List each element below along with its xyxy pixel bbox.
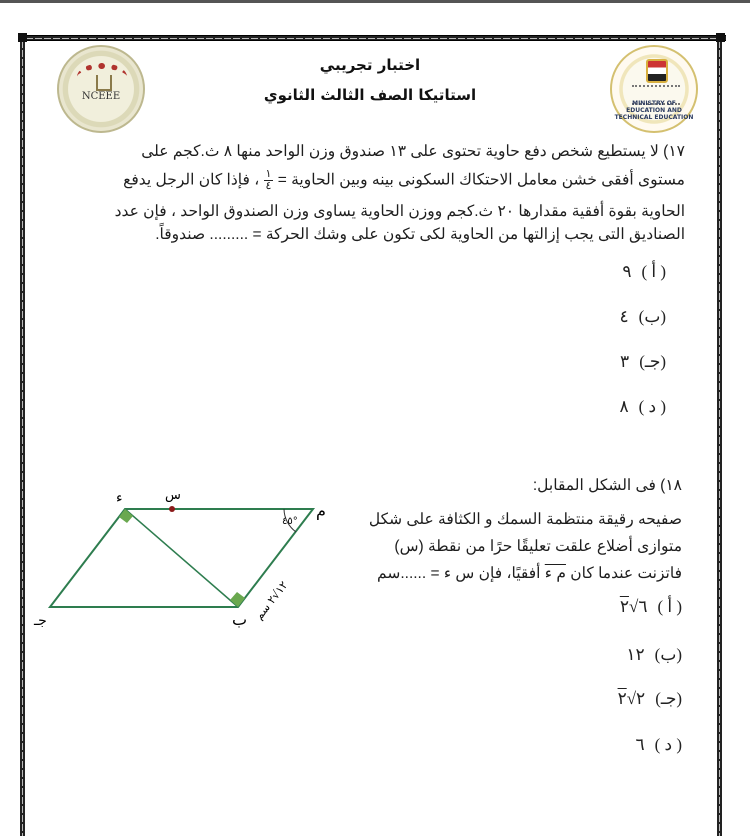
- page-border-left: [20, 35, 25, 836]
- option-value: ٦: [635, 735, 645, 754]
- q17-line-4: الصناديق التى يجب إزالتها من الحاوية لكى تكون على وشك الحركة = ......... صندوقاً.: [155, 226, 685, 243]
- q17-option-b[interactable]: [620, 307, 666, 327]
- q17-option-c[interactable]: [620, 352, 666, 372]
- q18-line-3-end: أفقيًا، فإن س ء = ......سم: [377, 565, 541, 582]
- border-corner: [716, 33, 725, 42]
- option-value: ٣: [620, 352, 630, 371]
- segment-md: م ء: [544, 565, 566, 582]
- q18-line-2: متوازى أضلاع علقت تعليقًا حرًا من نقطة (س): [394, 538, 682, 555]
- angle-label: ٤٥°: [282, 516, 298, 527]
- option-letter: ( أ ): [657, 597, 682, 616]
- option-value: ١٢: [626, 645, 645, 664]
- option-radicand: ٢: [619, 597, 629, 616]
- option-letter: (ب): [638, 307, 666, 326]
- option-letter: (جـ): [639, 352, 666, 371]
- exam-subtitle: استاتيكا الصف الثالث الثانوي: [263, 86, 477, 104]
- vertex-label-m: م: [316, 501, 326, 520]
- fraction-denominator: ٤: [265, 180, 272, 192]
- q17-line-2-end: ، فإذا كان الرجل يدفع: [123, 171, 260, 189]
- q18-line-1: صفيحه رقيقة منتظمة السمك و الكثافة على شكل: [368, 511, 682, 528]
- q18-option-b[interactable]: [626, 645, 682, 665]
- border-corner: [18, 33, 27, 42]
- nceee-logo-text: NCEEE: [81, 91, 121, 102]
- page-border-right: [717, 35, 722, 836]
- point-label-s: س: [165, 488, 181, 503]
- option-value: ٨: [619, 397, 629, 416]
- option-letter: ( د ): [638, 397, 666, 416]
- option-value: ٢: [636, 689, 646, 708]
- friction-fraction: [264, 169, 274, 192]
- side-length-label: ١٢√٢ سم: [252, 578, 291, 623]
- exam-title: اختبار تجريبي: [319, 56, 421, 74]
- option-letter: ( د ): [654, 735, 682, 754]
- page-border-top: [20, 35, 726, 41]
- option-value: ٤: [619, 307, 629, 326]
- scale-icon: [96, 75, 112, 91]
- nceee-logo: [57, 45, 145, 133]
- option-letter: ( أ ): [641, 262, 666, 281]
- option-value: ٩: [622, 262, 632, 281]
- q18-line-3-start: فاتزنت عندما كان: [570, 565, 682, 582]
- right-angle-marker-b: [230, 592, 245, 607]
- q18-option-a[interactable]: [620, 597, 682, 617]
- q17-line-3: الحاوية بقوة أفقية مقدارها ٢٠ ث.كجم ووزن الحاوية يساوى وزن الصندوق الواحد ، فإن عدد: [114, 203, 685, 220]
- parallelogram-figure: [30, 480, 350, 630]
- sqrt-icon: √: [628, 597, 639, 616]
- sqrt-icon: √: [626, 689, 637, 708]
- q17-option-d[interactable]: [619, 397, 666, 417]
- option-radicand: ٢: [617, 689, 627, 708]
- option-value: ٦: [638, 597, 648, 616]
- top-bar: [0, 0, 750, 3]
- right-angle-marker-d: [119, 509, 133, 523]
- point-s: [169, 506, 175, 512]
- q17-line-2-start: مستوى أفقى خشن معامل الاحتكاك السكونى بينه وبين الحاوية =: [277, 171, 685, 189]
- q17-option-a[interactable]: [622, 262, 666, 282]
- option-letter: (جـ): [655, 689, 682, 708]
- vertex-label-d: ء: [116, 490, 123, 506]
- q17-line-1: ١٧) لا يستطيع شخص دفع حاوية تحتوى على ١٣ صندوق وزن الواحد منها ٨ ث.كجم على: [141, 143, 685, 160]
- ministry-logo-text: MINISTRY OF EDUCATION AND TECHNICAL EDUCATION: [614, 100, 694, 121]
- q18-option-d[interactable]: [635, 735, 682, 755]
- fraction-numerator: ١: [265, 168, 272, 180]
- vertex-label-c: جـ: [34, 613, 47, 629]
- q18-line-3: [340, 562, 682, 586]
- egypt-eagle-icon: [646, 59, 668, 83]
- q18-heading: ١٨) فى الشكل المقابل:: [532, 477, 682, 494]
- q17-line-2: [70, 169, 685, 191]
- diagonal-bd: [125, 509, 238, 607]
- q18-option-c[interactable]: [618, 689, 682, 709]
- ministry-logo: [610, 45, 698, 133]
- option-letter: (ب): [654, 645, 682, 664]
- vertex-label-b: ب: [232, 610, 248, 629]
